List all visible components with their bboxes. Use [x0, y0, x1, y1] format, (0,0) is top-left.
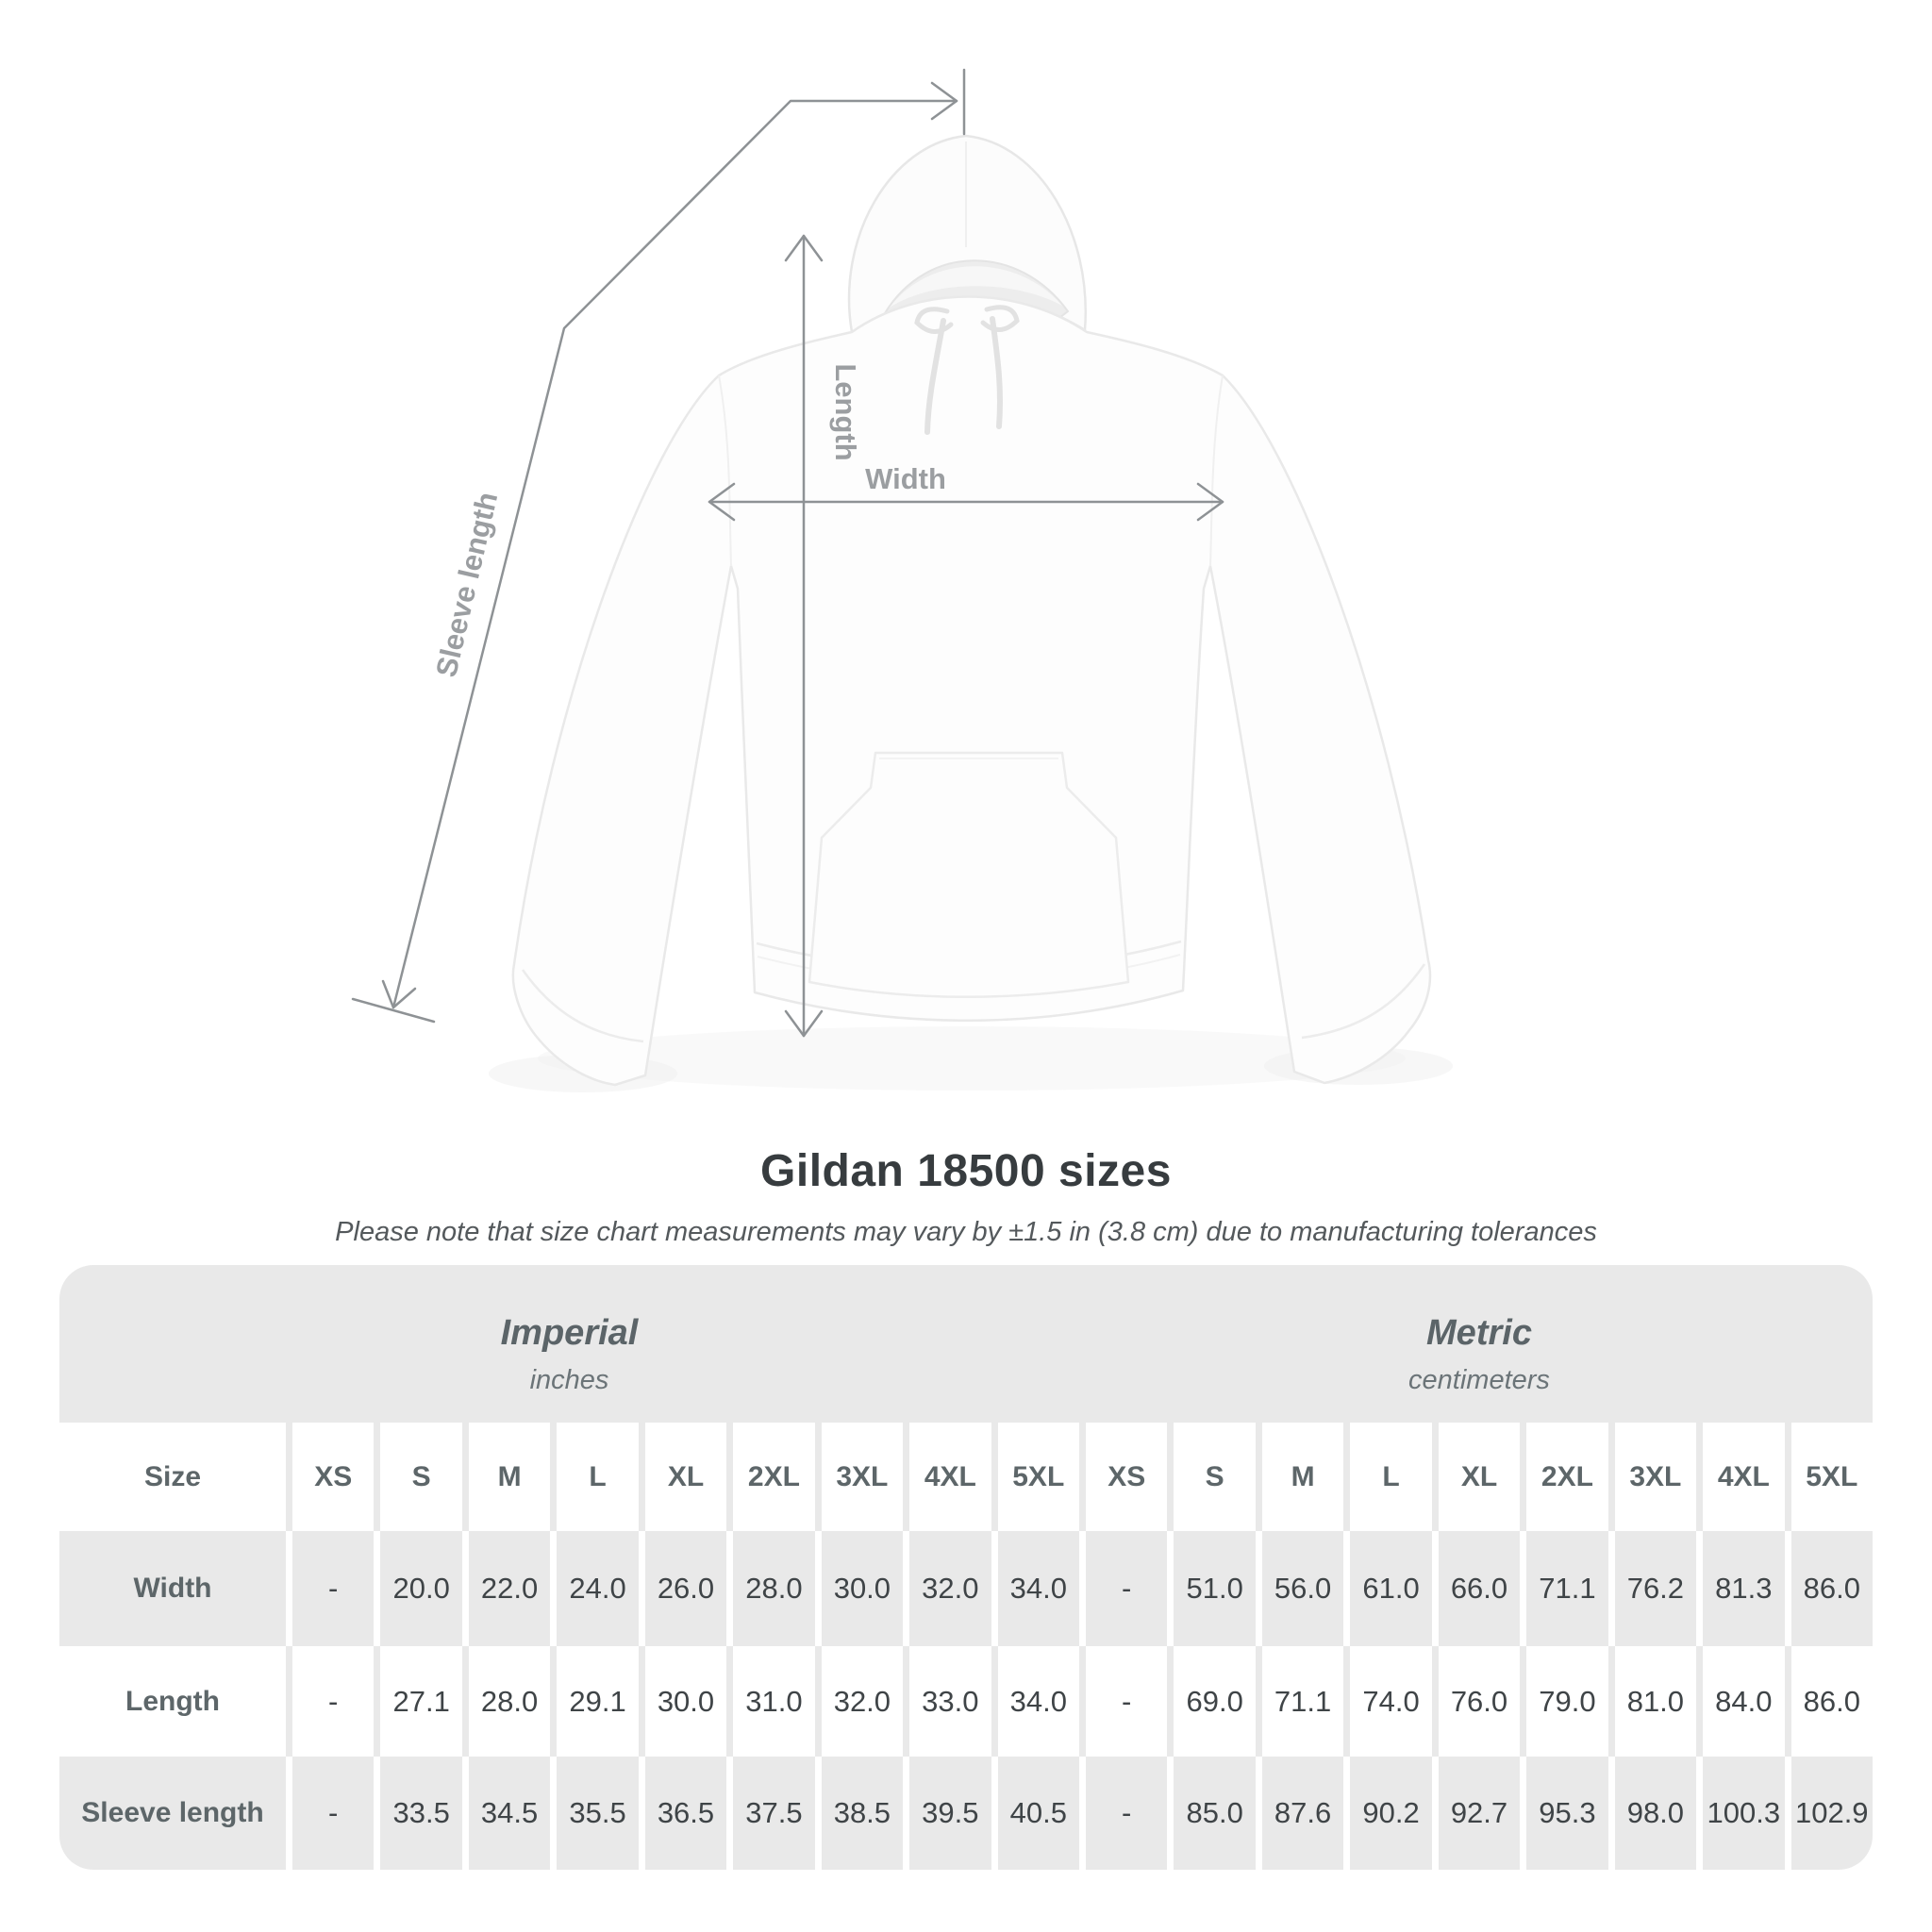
row-label-length: Length: [59, 1646, 286, 1757]
table-cell: -: [1086, 1646, 1167, 1757]
col-header-imperial-xl: XL: [645, 1423, 726, 1531]
table-cell: -: [1086, 1757, 1167, 1870]
table-cell: 27.1: [380, 1646, 461, 1757]
col-header-imperial-5xl: 5XL: [998, 1423, 1079, 1531]
col-header-imperial-m: M: [469, 1423, 550, 1531]
col-header-metric-m: M: [1262, 1423, 1343, 1531]
table-cell: 100.3: [1703, 1757, 1784, 1870]
table-row-width: [59, 1531, 1873, 1646]
table-cell: 34.0: [998, 1531, 1079, 1646]
size-header-row: [59, 1423, 1873, 1531]
metric-unit-label: centimeters: [1408, 1365, 1550, 1395]
table-cell: 84.0: [1703, 1646, 1784, 1757]
table-cell: 36.5: [645, 1757, 726, 1870]
col-header-imperial-xs: XS: [292, 1423, 374, 1531]
table-cell: 69.0: [1174, 1646, 1255, 1757]
sleeve-tick-bottom-icon: [353, 999, 434, 1022]
size-column-header: Size: [59, 1423, 286, 1531]
table-cell: -: [292, 1531, 374, 1646]
table-cell: 102.9: [1791, 1757, 1873, 1870]
table-cell: 90.2: [1350, 1757, 1431, 1870]
table-cell: 33.0: [909, 1646, 991, 1757]
table-cell: 61.0: [1350, 1531, 1431, 1646]
table-cell: 79.0: [1526, 1646, 1607, 1757]
col-header-imperial-l: L: [557, 1423, 638, 1531]
table-cell: 32.0: [909, 1531, 991, 1646]
col-header-metric-xl: XL: [1439, 1423, 1520, 1531]
table-cell: 92.7: [1439, 1757, 1520, 1870]
table-cell: -: [292, 1646, 374, 1757]
table-cell: 37.5: [733, 1757, 814, 1870]
table-cell: 56.0: [1262, 1531, 1343, 1646]
table-cell: 24.0: [557, 1531, 638, 1646]
table-cell: 34.5: [469, 1757, 550, 1870]
col-header-imperial-s: S: [380, 1423, 461, 1531]
table-cell: 95.3: [1526, 1757, 1607, 1870]
row-label-width: Width: [59, 1531, 286, 1646]
table-cell: 30.0: [822, 1531, 903, 1646]
unit-header-band: [59, 1265, 1873, 1423]
sleeve-length-label: Sleeve length: [429, 489, 505, 680]
table-row-length: [59, 1646, 1873, 1757]
table-cell: 33.5: [380, 1757, 461, 1870]
col-header-metric-s: S: [1174, 1423, 1255, 1531]
table-cell: 76.0: [1439, 1646, 1520, 1757]
table-cell: 40.5: [998, 1757, 1079, 1870]
table-cell: 51.0: [1174, 1531, 1255, 1646]
row-label-sleeve-length: Sleeve length: [59, 1757, 286, 1870]
table-cell: 71.1: [1262, 1646, 1343, 1757]
width-label: Width: [865, 462, 946, 495]
col-header-imperial-3xl: 3XL: [822, 1423, 903, 1531]
table-cell: 74.0: [1350, 1646, 1431, 1757]
table-cell: 87.6: [1262, 1757, 1343, 1870]
table-cell: 29.1: [557, 1646, 638, 1757]
table-cell: 38.5: [822, 1757, 903, 1870]
page-title: Gildan 18500 sizes: [760, 1146, 1172, 1196]
tolerance-note: Please note that size chart measurements may vary by ±1.5 in (3.8 cm) due to manufacturing tolerances: [335, 1217, 1597, 1247]
col-header-metric-xs: XS: [1086, 1423, 1167, 1531]
table-cell: 81.3: [1703, 1531, 1784, 1646]
table-cell: 66.0: [1439, 1531, 1520, 1646]
table-cell: 30.0: [645, 1646, 726, 1757]
table-cell: 28.0: [469, 1646, 550, 1757]
metric-unit-group: [1086, 1265, 1873, 1423]
length-label: Length: [829, 363, 862, 461]
table-cell: 81.0: [1615, 1646, 1696, 1757]
col-header-metric-4xl: 4XL: [1703, 1423, 1784, 1531]
imperial-unit-group: [59, 1265, 1079, 1423]
metric-heading: Metric: [1426, 1313, 1532, 1353]
table-cell: 31.0: [733, 1646, 814, 1757]
table-cell: 86.0: [1791, 1531, 1873, 1646]
imperial-unit-label: inches: [529, 1365, 609, 1395]
col-header-imperial-2xl: 2XL: [733, 1423, 814, 1531]
col-header-imperial-4xl: 4XL: [909, 1423, 991, 1531]
table-cell: 71.1: [1526, 1531, 1607, 1646]
table-row-sleeve-length: [59, 1757, 1873, 1870]
table-cell: 85.0: [1174, 1757, 1255, 1870]
table-cell: 20.0: [380, 1531, 461, 1646]
table-cell: 86.0: [1791, 1646, 1873, 1757]
table-cell: 76.2: [1615, 1531, 1696, 1646]
col-header-metric-l: L: [1350, 1423, 1431, 1531]
table-cell: 28.0: [733, 1531, 814, 1646]
imperial-heading: Imperial: [500, 1313, 639, 1353]
table-cell: 35.5: [557, 1757, 638, 1870]
size-table: [59, 1265, 1873, 1870]
col-header-metric-3xl: 3XL: [1615, 1423, 1696, 1531]
col-header-metric-5xl: 5XL: [1791, 1423, 1873, 1531]
table-cell: -: [1086, 1531, 1167, 1646]
table-cell: -: [292, 1757, 374, 1870]
table-cell: 98.0: [1615, 1757, 1696, 1870]
table-cell: 26.0: [645, 1531, 726, 1646]
table-cell: 32.0: [822, 1646, 903, 1757]
col-header-metric-2xl: 2XL: [1526, 1423, 1607, 1531]
table-cell: 39.5: [909, 1757, 991, 1870]
table-cell: 22.0: [469, 1531, 550, 1646]
table-cell: 34.0: [998, 1646, 1079, 1757]
